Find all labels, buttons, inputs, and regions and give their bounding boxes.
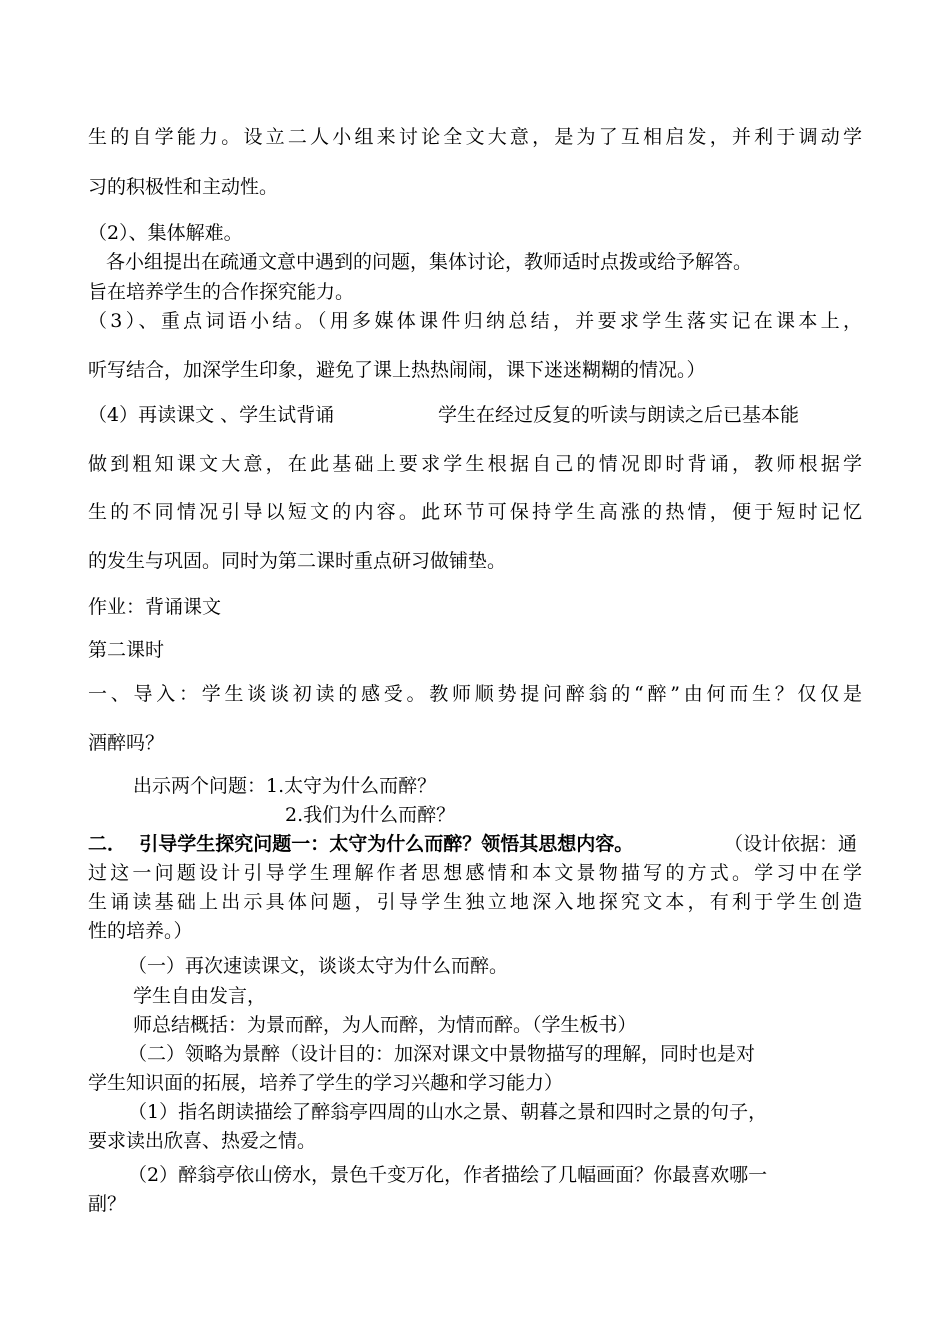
paragraph-line: 性的培养。）	[88, 920, 193, 942]
paragraph-line: 师总结概括：为景而醉，为人而醉，为情而醉。（学生板书）	[133, 1014, 637, 1036]
paragraph-line: 学生自由发言，	[133, 985, 267, 1007]
paragraph-line: （设计依据：通	[724, 833, 858, 855]
paragraph-line: 生诵读基础上出示具体问题，引导学生独立地深入地探究文本，有利于学生创造	[88, 891, 862, 913]
paragraph-line: 一、导入：学生谈谈初读的感受。教师顺势提问醉翁的“醉”由何而生？仅仅是	[88, 683, 862, 705]
section-heading: 二． 引导学生探究问题一：太守为什么而醉？领悟其思想内容。	[88, 833, 634, 855]
paragraph-line: 要求读出欣喜、热爱之情。	[88, 1130, 317, 1152]
paragraph-line: （1）指名朗读描绘了醉翁亭四周的山水之景、朝暮之景和四时之景的句子，	[128, 1101, 768, 1123]
paragraph-line: 听写结合，加深学生印象，避免了课上热热闹闹，课下迷迷糊糊的情况。）	[88, 359, 706, 381]
paragraph-line: 生的自学能力。设立二人小组来讨论全文大意，是为了互相启发，并利于调动学	[88, 126, 862, 148]
paragraph-line: 学生在经过反复的听读与朗读之后已基本能	[438, 404, 800, 426]
paragraph-line: 学生知识面的拓展，培养了学生的学习兴趣和学习能力）	[88, 1072, 564, 1094]
paragraph-line: 副？	[88, 1193, 127, 1215]
paragraph-line: 的发生与巩固。同时为第二课时重点研习做铺垫。	[88, 550, 507, 572]
paragraph-line: （一）再次速读课文，谈谈太守为什么而醉。	[128, 955, 509, 977]
paragraph-line: （二）领略为景醉（设计目的：加深对课文中景物描写的理解，同时也是对	[128, 1043, 756, 1065]
paragraph-line: 做到粗知课文大意，在此基础上要求学生根据自己的情况即时背诵，教师根据学	[88, 453, 862, 475]
paragraph-line: 旨在培养学生的合作探究能力。	[88, 281, 355, 303]
lesson-heading: 第二课时	[88, 639, 165, 661]
paragraph-line: （3）、重点词语小结。（用多媒体课件归纳总结，并要求学生落实记在课本上，	[88, 310, 862, 332]
paragraph-line: 生的不同情况引导以短文的内容。此环节可保持学生高涨的热情，便于短时记忆	[88, 501, 862, 523]
paragraph-line: 过这一问题设计引导学生理解作者思想感情和本文景物描写的方式。学习中在学	[88, 862, 862, 884]
question-line: 出示两个问题：1.太守为什么而醉？	[133, 775, 437, 797]
paragraph-line: 各小组提出在疏通文意中遇到的问题，集体讨论，教师适时点拨或给予解答。	[106, 251, 753, 273]
question-line: 2.我们为什么而醉？	[285, 804, 456, 826]
homework-line: 作业：背诵课文	[88, 596, 222, 618]
paragraph-line: 习的积极性和主动性。	[88, 176, 279, 198]
section-heading: （4）再读课文 、学生试背诵	[88, 404, 335, 426]
paragraph-line: 酒醉吗？	[88, 732, 165, 754]
paragraph-line: （2）醉翁亭依山傍水，景色千变万化，作者描绘了几幅画面？你最喜欢哪一	[128, 1164, 768, 1186]
section-heading: （2）、集体解难。	[88, 222, 243, 244]
